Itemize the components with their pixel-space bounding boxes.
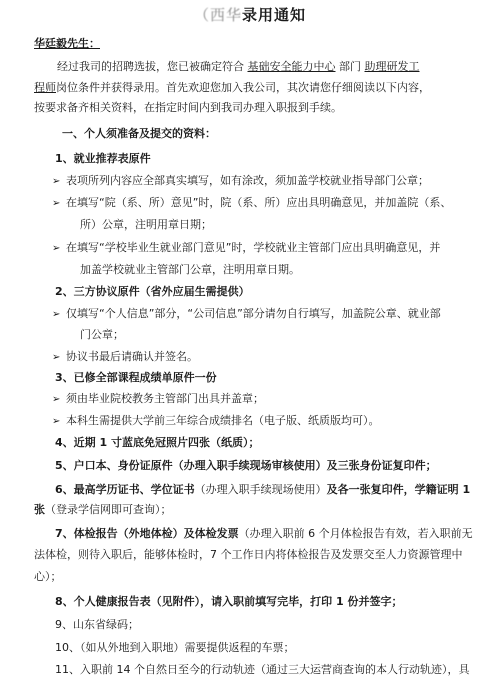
item-2-bullet-1-cont: 门公章； (80, 328, 124, 341)
item-3-bullet-1: ➢ 须由毕业院校教务主管部门出具并盖章； (52, 391, 500, 408)
intro-line-3: 按要求备齐相关资料，在指定时间内到我司办理入职报到手续。 (34, 101, 342, 114)
item-7: 7、体检报告（外地体检）及体检发票（办理入职前 6 个月体检报告有效，若入职前无 (55, 527, 473, 540)
title-prefix: （西华 (193, 6, 242, 24)
item-7-cont-1: 法体检，则待入职后，能够体检时，7 个工作日内将体检报告及发票交至人力资源管理中 (34, 548, 463, 561)
item-7-cont-2: 心）； (34, 570, 62, 583)
section-heading: 一、个人须准备及提交的资料： (62, 127, 216, 140)
item-1-bullet-3: ➢ 在填写“学校毕业生就业部门意见”时，学校就业主管部门应出具明确意见，并 (52, 240, 500, 257)
title-text: 录用通知 (242, 6, 307, 24)
item-2-bullet-2: ➢ 协议书最后请确认并签名。 (52, 349, 500, 366)
item-6: 6、最高学历证书、学位证书（办理入职手续现场使用）及各一张复印件，学籍证明 1 (55, 483, 471, 496)
arrow-bullet-icon: ➢ (52, 394, 61, 405)
arrow-bullet-icon: ➢ (52, 352, 61, 363)
item-3-bullet-2: ➢ 本科生需提供大学前三年综合成绩排名（电子版、纸质版均可）。 (52, 413, 500, 430)
salutation: 华廷毅先生： (34, 37, 100, 50)
item-1-heading: 1、就业推荐表原件 (55, 152, 151, 165)
item-11: 11、入职前 14 个自然日至今的行动轨迹（通过三大运营商查询的本人行动轨迹），具 (55, 663, 470, 676)
item-2-bullet-1: ➢ 仅填写“个人信息”部分，“公司信息”部分请勿自行填写，加盖院公章、就业部 (52, 306, 500, 323)
intro-line-2: 程师岗位条件并获得录用。首先欢迎您加入我公司，其次请您仔细阅读以下内容， (34, 81, 430, 94)
item-10: 10、（如从外地到入职地）需要提供返程的车票； (55, 641, 295, 654)
item-9: 9、山东省绿码； (55, 618, 139, 631)
item-1-bullet-2: ➢ 在填写“院（系、所）意见”时，院（系、所）应出具明确意见，并加盖院（系、 (52, 195, 500, 212)
arrow-bullet-icon: ➢ (52, 416, 61, 427)
item-8: 8、个人健康报告表（见附件），请入职前填写完毕，打印 1 份并签字； (55, 595, 403, 608)
item-6-cont: 张（登录学信网即可查询）； (34, 503, 172, 516)
item-1-bullet-2-cont: 所）公章，注明用章日期； (80, 218, 212, 231)
department-name: 基础安全能力中心 (247, 60, 336, 73)
item-2-heading: 2、三方协议原件（省外应届生需提供） (55, 285, 250, 298)
item-5: 5、户口本、身份证原件（办理入职手续现场审核使用）及三张身份证复印件； (55, 459, 437, 472)
intro-line-1: 经过我司的招聘选拔，您已被确定符合 基础安全能力中心 部门 助理研发工 (57, 60, 420, 73)
arrow-bullet-icon: ➢ (52, 243, 61, 254)
item-4: 4、近期 1 寸蓝底免冠照片四张（纸质）； (55, 436, 260, 449)
item-1-bullet-1: ➢ 表项所列内容应全部真实填写，如有涂改，须加盖学校就业指导部门公章； (52, 173, 500, 190)
item-1-bullet-3-cont: 加盖学校就业主管部门公章，注明用章日期。 (80, 263, 300, 276)
item-3-heading: 3、已修全部课程成绩单原件一份 (55, 371, 217, 384)
arrow-bullet-icon: ➢ (52, 309, 61, 320)
position-name: 助理研发工 (364, 60, 420, 73)
arrow-bullet-icon: ➢ (52, 176, 61, 187)
document-title (0, 4, 500, 26)
arrow-bullet-icon: ➢ (52, 198, 61, 209)
